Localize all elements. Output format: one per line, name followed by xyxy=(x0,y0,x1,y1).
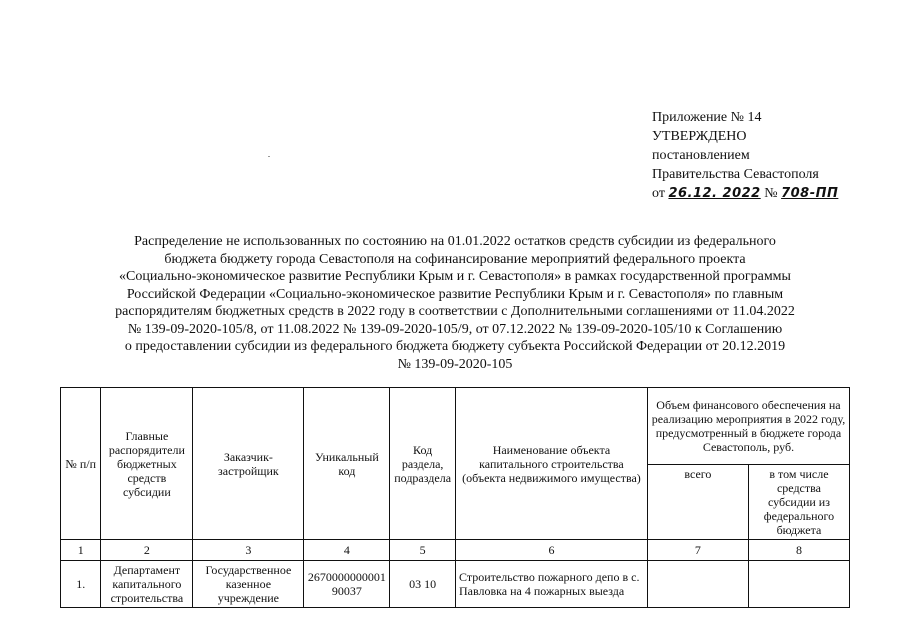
title-line: № 139-09-2020-105/8, от 11.08.2022 № 139-09-2020-105/9, от 07.12.2022 № 139-09-2020-105/10 к Соглашению xyxy=(127,321,783,337)
column-number: 2 xyxy=(101,540,193,561)
table-header-row xyxy=(61,388,850,465)
date-prefix: от xyxy=(652,186,665,201)
header-section-code: Код раздела, подраздела xyxy=(390,388,456,540)
header-customer: Заказчик-застройщик xyxy=(193,388,304,540)
title-line: бюджета бюджету города Севастополя на софинансирование мероприятий федерального проекта xyxy=(164,251,746,267)
title-line: № 139-09-2020-105 xyxy=(397,356,513,372)
title-line: Российской Федерации «Социально-экономическое развитие Республики Крым и г. Севастополя» по главным xyxy=(126,286,784,302)
row-federal xyxy=(748,561,849,608)
header-total: всего xyxy=(647,465,748,540)
column-number: 7 xyxy=(647,540,748,561)
title-line: Распределение не использованных по состоянию на 01.01.2022 остатков средств субсидии из федерального xyxy=(134,234,776,249)
approved-label: УТВЕРЖДЕНО xyxy=(652,129,747,144)
column-number: 3 xyxy=(193,540,304,561)
header-funding-volume: Объем финансового обеспечения на реализацию мероприятия в 2022 году, предусмотренный в бюджете города Севастополь, руб. xyxy=(647,388,849,465)
row-unique-code: 267000000000190037 xyxy=(304,561,390,608)
appendix-label: Приложение № 14 xyxy=(652,110,762,125)
title-line: «Социально-экономическое развитие Республики Крым и г. Севастополя» в рамках государственной программы xyxy=(119,269,791,284)
scan-speck xyxy=(268,156,270,157)
header-num: № п/п xyxy=(61,388,101,540)
column-number-row xyxy=(61,540,850,561)
title-line: о предоставлении субсидии из федерального бюджета бюджету субъекта Российской Федерации от 20.12.2019 xyxy=(124,339,786,354)
row-customer: Государственное казенное учреждение xyxy=(193,561,304,608)
distribution-table xyxy=(60,387,850,608)
header-unique-code: Уникальный код xyxy=(304,388,390,540)
column-number: 5 xyxy=(390,540,456,561)
row-total xyxy=(647,561,748,608)
table-row xyxy=(61,561,850,608)
row-gr: Департамент капитального строительства xyxy=(101,561,193,608)
handwritten-number: 708-ПП xyxy=(781,186,839,201)
row-num: 1. xyxy=(61,561,101,608)
number-prefix: № xyxy=(764,186,778,201)
date-number-line xyxy=(652,184,838,203)
government-label: Правительства Севастополя xyxy=(652,167,819,182)
header-object-name: Наименование объекта капитального строительства (объекта недвижимого имущества) xyxy=(455,388,647,540)
approval-stamp-block xyxy=(652,108,838,203)
header-federal-share: в том числе средства субсидии из федерального бюджета xyxy=(748,465,849,540)
document-title xyxy=(60,233,850,373)
title-line: распорядителям бюджетных средств в 2022 году в соответствии с Дополнительными соглашениями от 11.04.2022 xyxy=(115,304,795,319)
column-number: 1 xyxy=(61,540,101,561)
header-gr: Главные распорядители бюджетных средств субсидии xyxy=(101,388,193,540)
resolution-label: постановлением xyxy=(652,148,750,163)
column-number: 6 xyxy=(455,540,647,561)
column-number: 8 xyxy=(748,540,849,561)
column-number: 4 xyxy=(304,540,390,561)
row-object-name: Строительство пожарного депо в с. Павловка на 4 пожарных выезда xyxy=(455,561,647,608)
row-section-code: 03 10 xyxy=(390,561,456,608)
handwritten-date: 26.12. 2022 xyxy=(668,186,761,201)
